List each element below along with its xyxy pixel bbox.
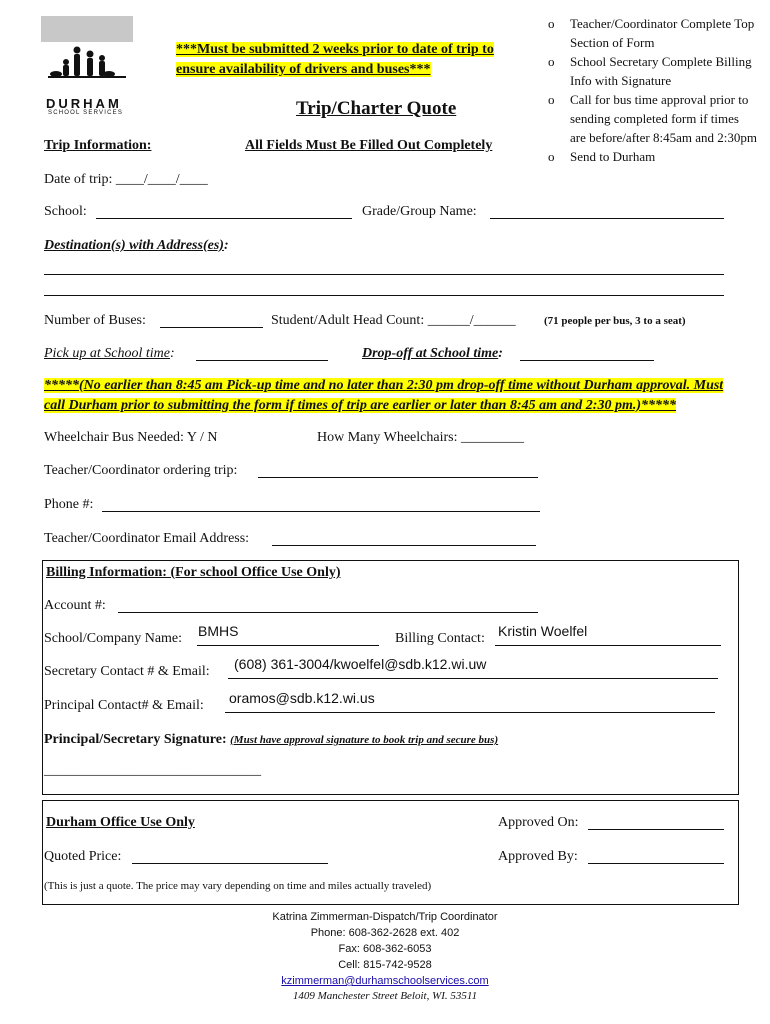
teacher-email-label: Teacher/Coordinator Email Address:: [44, 531, 250, 546]
all-fields-heading: All Fields Must Be Filled Out Completely: [245, 138, 493, 153]
teacher-email-input[interactable]: [272, 531, 536, 546]
wheelchair-field[interactable]: Wheelchair Bus Needed: Y / N: [44, 430, 218, 445]
approved-by-label: Approved By:: [498, 849, 578, 864]
checklist-item: o Call for bus time approval prior to sending completed form if times are before/after 8:45am and 2:30pm: [548, 90, 758, 147]
process-checklist: [548, 14, 758, 166]
footer-phone: Phone: 608-362-2628 ext. 402: [310, 927, 460, 939]
phone-label: Phone #:: [44, 497, 94, 512]
teacher-label: Teacher/Coordinator ordering trip:: [44, 463, 238, 478]
destination-line-2[interactable]: [44, 281, 724, 296]
principal-contact-label: Principal Contact# & Email:: [44, 698, 204, 713]
page-title: Trip/Charter Quote: [296, 98, 457, 119]
checklist-item: o Teacher/Coordinator Complete Top Section of Form: [548, 14, 758, 52]
buses-label: Number of Buses:: [44, 313, 146, 328]
dropoff-input[interactable]: [520, 346, 654, 361]
footer-fax: Fax: 608-362-6053: [338, 943, 432, 955]
buses-input[interactable]: [160, 313, 263, 328]
footer-email-link[interactable]: kzimmerman@durhamschoolservices.com: [281, 975, 489, 987]
footer-email-wrap: [0, 975, 770, 987]
footer-cell: Cell: 815-742-9528: [338, 959, 432, 971]
approved-by-input[interactable]: [588, 849, 724, 864]
signature-line[interactable]: _______________________________: [44, 763, 261, 778]
logo-placeholder-box: [41, 16, 133, 42]
teacher-input[interactable]: [258, 463, 538, 478]
secretary-contact-label: Secretary Contact # & Email:: [44, 664, 210, 679]
destination-line-1[interactable]: [44, 260, 724, 275]
dropoff-label: Drop-off at School time:: [362, 346, 503, 361]
principal-contact-value: oramos@sdb.k12.wi.us: [229, 690, 375, 706]
billing-heading: Billing Information: (For school Office Use Only): [46, 565, 341, 580]
submission-notice: ***Must be submitted 2 weeks prior to date of trip to ensure availability of drivers and buses***: [176, 42, 494, 77]
pickup-label: Pick up at School time:: [44, 346, 175, 361]
billing-contact-label: Billing Contact:: [395, 631, 485, 646]
quoted-price-input[interactable]: [132, 849, 328, 864]
capacity-note: (71 people per bus, 3 to a seat): [544, 315, 686, 327]
account-label: Account #:: [44, 598, 106, 613]
quoted-price-label: Quoted Price:: [44, 849, 122, 864]
secretary-contact-value: (608) 361-3004/kwoelfel@sdb.k12.wi.uw: [234, 656, 487, 672]
school-label: School:: [44, 204, 87, 219]
footer-address: 1409 Manchester Street Beloit, WI. 53511: [292, 990, 478, 1002]
time-warning: *****(No earlier than 8:45 am Pick-up time and no later than 2:30 pm drop-off time without Durham approval. Must call Durham prior to submitting the form if times of trip are earlier or later than 8:45 am and 2:30 pm.)*****: [44, 378, 724, 413]
grade-group-input[interactable]: [490, 204, 724, 219]
footer-contact-name: Katrina Zimmerman-Dispatch/Trip Coordinator: [272, 911, 498, 923]
wheelchair-count-field[interactable]: How Many Wheelchairs: _________: [317, 430, 524, 445]
office-use-heading: Durham Office Use Only: [46, 815, 195, 830]
headcount-field[interactable]: Student/Adult Head Count: ______/______: [271, 313, 516, 328]
signature-heading: Principal/Secretary Signature: (Must have approval signature to book trip and secure bus): [44, 732, 499, 747]
logo-name: DURHAM: [46, 96, 122, 111]
destination-heading: Destination(s) with Address(es):: [44, 238, 229, 253]
grade-group-label: Grade/Group Name:: [362, 204, 477, 219]
approved-on-input[interactable]: [588, 815, 724, 830]
checklist-item: o Send to Durham: [548, 147, 758, 166]
trip-info-heading: Trip Information:: [44, 138, 152, 153]
school-company-label: School/Company Name:: [44, 631, 183, 646]
date-of-trip-field[interactable]: Date of trip: ____/____/____: [44, 172, 208, 187]
phone-input[interactable]: [102, 497, 540, 512]
account-input[interactable]: [118, 598, 538, 613]
checklist-item: o School Secretary Complete Billing Info with Signature: [548, 52, 758, 90]
billing-contact-value: Kristin Woelfel: [498, 623, 588, 639]
logo-subtitle: SCHOOL SERVICES: [48, 110, 124, 116]
quote-disclaimer: (This is just a quote. The price may vary depending on time and miles actually traveled): [44, 880, 432, 892]
approved-on-label: Approved On:: [498, 815, 579, 830]
school-input[interactable]: [96, 204, 352, 219]
school-company-value: BMHS: [198, 623, 239, 639]
pickup-input[interactable]: [196, 346, 328, 361]
